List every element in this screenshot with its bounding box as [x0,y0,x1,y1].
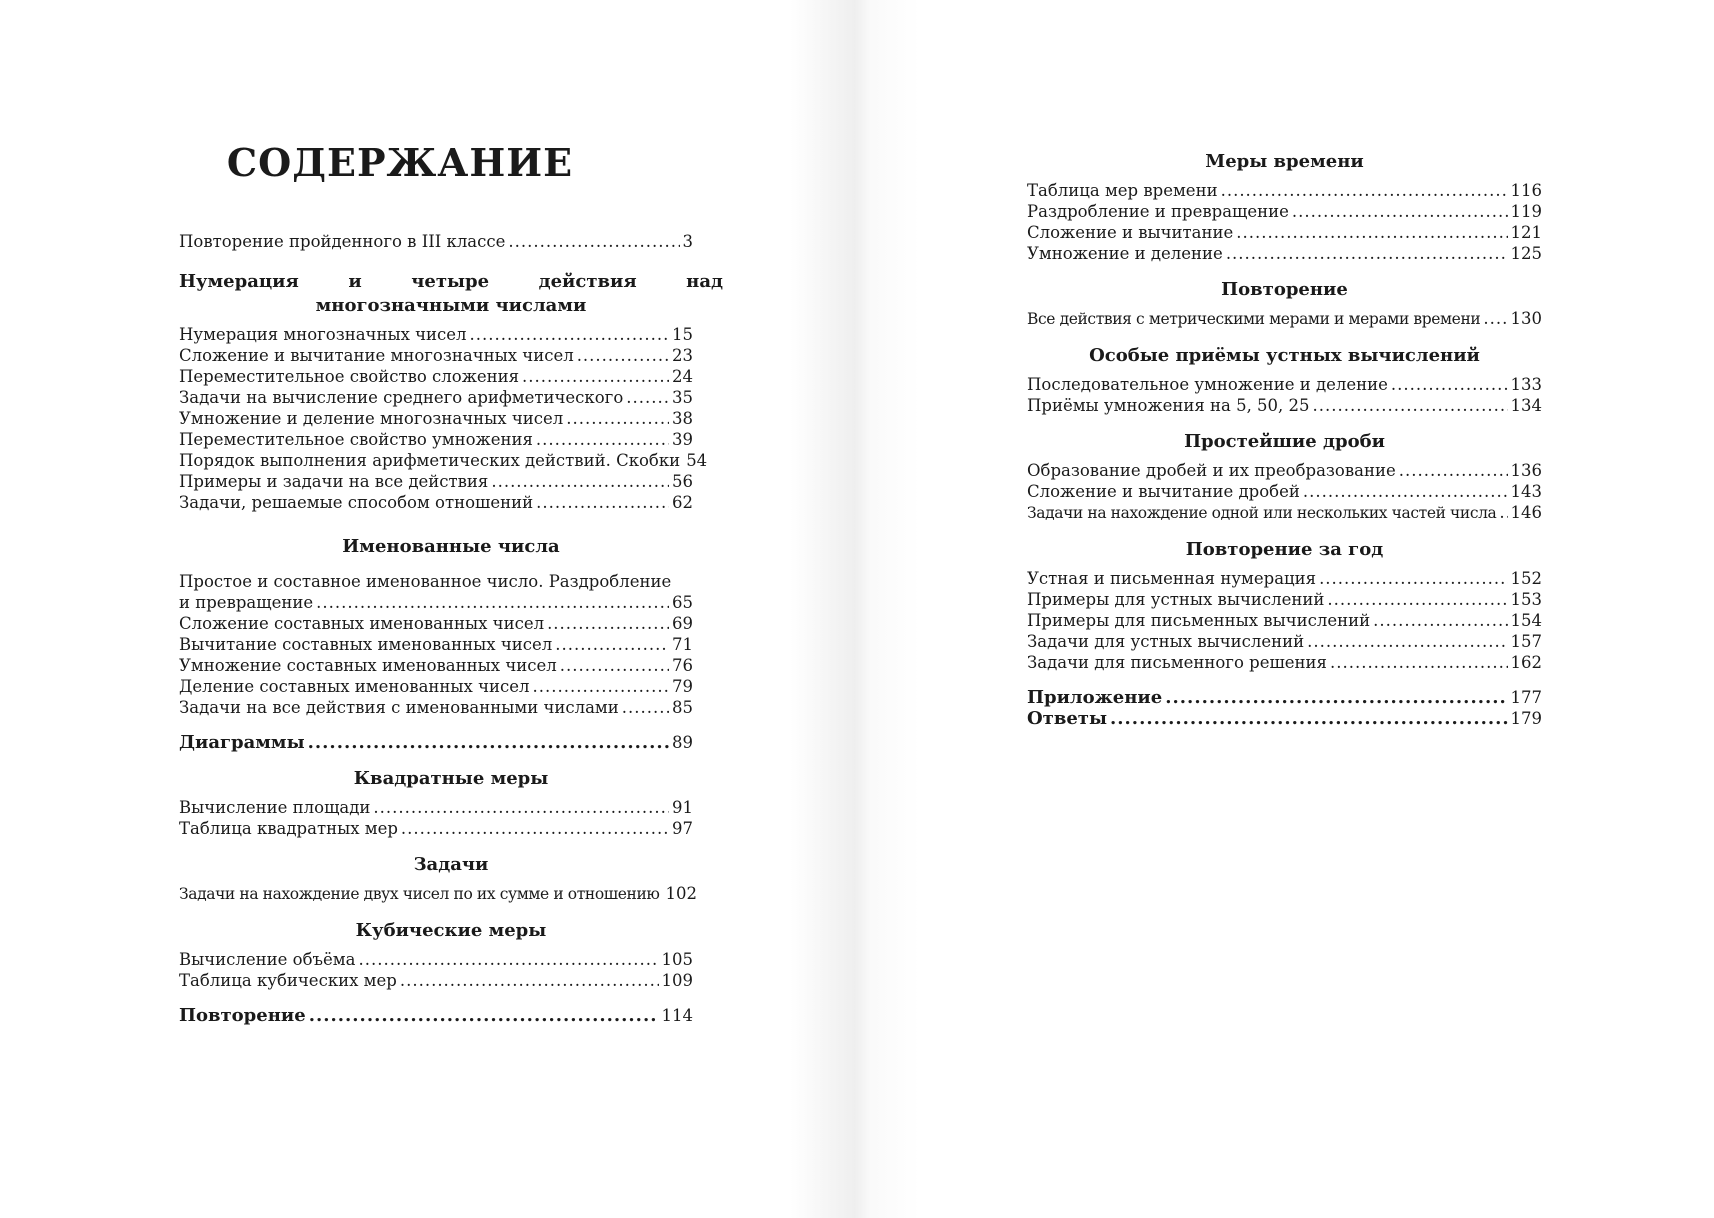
toc-entry: Переместительное свойство сложения ..... 24 [179,366,693,387]
section-heading: Нумерация и четыре действия над многозначными числами [179,271,723,316]
toc-entry: Сложение и вычитание многозначных чисел ..... 23 [179,345,693,366]
toc-entry: Нумерация многозначных чисел ..... 15 [179,324,693,345]
section-heading: Повторение [1221,279,1348,300]
toc-entry: Примеры для устных вычислений ..... 153 [1027,589,1542,610]
toc-entry: Таблица квадратных мер ..... 97 [179,818,693,839]
section-heading: Именованные числа [342,536,560,557]
toc-entry: Деление составных именованных чисел ..... 79 [179,676,693,697]
toc-entry: Задачи, решаемые способом отношений ..... 62 [179,492,693,513]
toc-entry: Задачи для устных вычислений ..... 157 [1027,631,1542,652]
toc-entry: Сложение и вычитание дробей ..... 143 [1027,481,1542,502]
toc-entry: Умножение и деление ..... 125 [1027,243,1542,264]
toc-entry-major: Приложение ..... 177 [1027,687,1542,708]
toc-entry: Задачи на нахождение двух чисел по их сумме и отношению 102 [179,884,698,903]
toc-entry: Задачи для письменного решения ..... 162 [1027,652,1542,673]
toc-entry: Умножение и деление многозначных чисел ..... 38 [179,408,693,429]
section-heading: Квадратные меры [353,768,549,789]
toc-entry-first-line: Простое и составное именованное число. Раздробление [179,572,672,591]
toc-title: СОДЕРЖАНИЕ [226,140,574,185]
toc-entry-major: Повторение ..... 114 [179,1005,693,1026]
toc-entry: Сложение составных именованных чисел ..... 69 [179,613,693,634]
toc-entry: Приёмы умножения на 5, 50, 25 ..... 134 [1027,395,1542,416]
section-heading: Меры времени [1205,151,1364,172]
toc-entry: Все действия с метрическими мерами и мерами времени ..... 130 [1027,308,1542,330]
toc-entry: Устная и письменная нумерация ..... 152 [1027,568,1542,589]
toc-entry: Умножение составных именованных чисел ..... 76 [179,655,693,676]
section-heading: Простейшие дроби [1184,431,1385,452]
toc-entry: Таблица мер времени ..... 116 [1027,180,1542,201]
toc-entry: Порядок выполнения арифметических действий. Скобки 54 [179,451,708,470]
toc-entry: Таблица кубических мер ..... 109 [179,970,693,991]
toc-entry: Задачи на вычисление среднего арифметического ..... 35 [179,387,693,408]
toc-entry: Вычисление объёма ..... 105 [179,949,693,970]
toc-entry: Образование дробей и их преобразование ..... 136 [1027,460,1542,481]
toc-entry: Примеры и задачи на все действия ..... 56 [179,471,693,492]
toc-entry: Вычисление площади ..... 91 [179,797,693,818]
left-toc-column [179,140,723,1026]
section-heading: Задачи [413,854,489,875]
toc-entry: Последовательное умножение и деление ..... 133 [1027,374,1542,395]
right-toc-column [1027,150,1542,729]
section-heading: Кубические меры [355,920,547,941]
section-heading: Особые приёмы устных вычислений [1089,345,1480,366]
section-heading: Повторение за год [1185,539,1384,560]
toc-entry: Задачи на все действия с именованными числами ..... 85 [179,697,693,718]
toc-entry-major: Ответы ..... 179 [1027,708,1542,729]
toc-entry: Задачи на нахождение одной или нескольких частей числа ..... 146 [1027,502,1542,524]
toc-entry-major: Диаграммы ..... 89 [179,732,693,753]
toc-entry: Повторение пройденного в III классе ..... 3 [179,231,693,252]
toc-entry: Примеры для письменных вычислений ..... 154 [1027,610,1542,631]
toc-entry: и превращение ..... 65 [179,592,693,613]
toc-entry: Вычитание составных именованных чисел ..... 71 [179,634,693,655]
toc-entry: Раздробление и превращение ..... 119 [1027,201,1542,222]
toc-entry: Сложение и вычитание ..... 121 [1027,222,1542,243]
toc-entry: Переместительное свойство умножения ..... 39 [179,429,693,450]
